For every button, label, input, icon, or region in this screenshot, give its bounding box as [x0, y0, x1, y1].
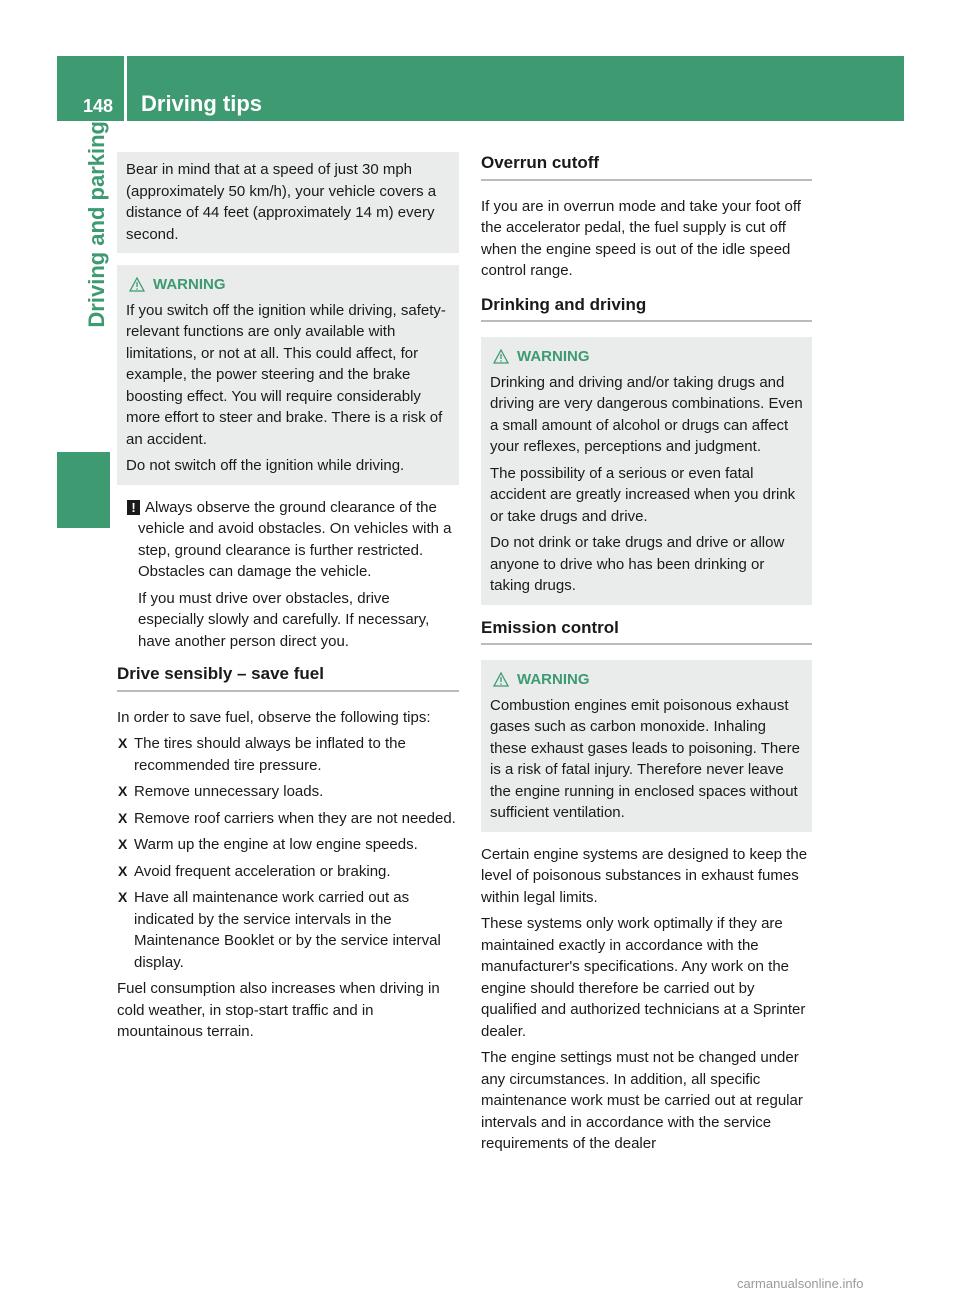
- notice-text: Always observe the ground clearance of the vehicle and avoid obstacles. On vehicles with a step, ground clearance is further restricted. Obstacles can damage the vehicle.: [138, 498, 452, 580]
- emission-text: Certain engine systems are designed to keep the level of poisonous substances in exhaust fumes within legal limits.: [481, 845, 808, 906]
- list-item-text: Avoid frequent acceleration or braking.: [134, 862, 391, 880]
- fuel-outro: Fuel consumption also increases when driving in cold weather, in stop-start traffic and in mountainous terrain.: [117, 980, 440, 1040]
- section-tab: [84, 121, 110, 501]
- warning-label: WARNING: [517, 348, 590, 365]
- left-column: [117, 152, 459, 1048]
- warning-title: [490, 346, 804, 368]
- warning-label: WARNING: [517, 671, 590, 688]
- list-item: [117, 808, 459, 830]
- ground-clearance-notice: [117, 497, 459, 653]
- list-item-text: The tires should always be inflated to the recommended tire pressure.: [134, 735, 406, 774]
- warning-text: If you switch off the ignition while driving, safety-relevant functions are only available with limitations, or not at all. This could affect, for example, the power steering and the brake boosting effect. You will require considerably more effort to steer and brake. There is a risk of an accident.: [126, 301, 446, 448]
- list-item: [117, 887, 459, 973]
- speed-info-box: [117, 152, 459, 253]
- emission-warning-box: [481, 660, 812, 832]
- right-column: [481, 152, 812, 1160]
- section-heading-drinking-driving: Drinking and driving: [481, 294, 812, 323]
- arrow-bullet-icon: X: [118, 889, 128, 905]
- drinking-warning-box: [481, 337, 812, 605]
- list-item-text: Remove roof carriers when they are not needed.: [134, 809, 456, 827]
- warning-label: WARNING: [153, 276, 226, 293]
- warning-text: The possibility of a serious or even fatal accident are greatly increased when you drink or take drugs and drive.: [490, 464, 796, 525]
- arrow-bullet-icon: X: [118, 836, 128, 852]
- warning-triangle-icon: [129, 277, 145, 292]
- list-item: [117, 834, 459, 856]
- list-item-text: Have all maintenance work carried out as indicated by the service intervals in the Maintenance Booklet or by the service interval display.: [134, 889, 441, 971]
- section-tab-block: [57, 452, 110, 528]
- list-item: [117, 861, 459, 883]
- overrun-text: If you are in overrun mode and take your foot off the accelerator pedal, the fuel supply is cut off when the engine speed is out of the idle speed control range.: [481, 197, 801, 279]
- arrow-bullet-icon: X: [118, 783, 128, 799]
- arrow-bullet-icon: X: [118, 862, 128, 879]
- fuel-tips-list: [117, 733, 459, 973]
- warning-triangle-icon: [493, 349, 509, 364]
- watermark: carmanualsonline.info: [737, 1276, 864, 1291]
- section-tab-label: Driving and parking: [84, 121, 109, 328]
- ignition-warning-box: [117, 265, 459, 485]
- warning-title: [490, 669, 804, 691]
- list-item: [117, 733, 459, 776]
- list-item: [117, 781, 459, 803]
- warning-text: Drinking and driving and/or taking drugs and driving are very dangerous combinations. Even a small amount of alcohol or drugs can affect your reflexes, perceptions and judgment.: [490, 373, 803, 455]
- section-heading-emission-control: Emission control: [481, 617, 812, 646]
- arrow-bullet-icon: X: [118, 735, 128, 751]
- warning-text: Combustion engines emit poisonous exhaust gases such as carbon monoxide. Inhaling these exhaust gases leads to poisoning. There is a risk of fatal injury. Therefore never leave the engine running in enclosed spaces without sufficient ventilation.: [490, 696, 800, 821]
- warning-triangle-icon: [493, 672, 509, 687]
- section-heading-save-fuel: Drive sensibly – save fuel: [117, 663, 459, 692]
- warning-text: Do not switch off the ignition while driving.: [126, 457, 405, 474]
- page-title: Driving tips: [141, 91, 263, 116]
- page-number: 148: [83, 96, 114, 116]
- fuel-intro: In order to save fuel, observe the following tips:: [117, 708, 431, 726]
- list-item-text: Warm up the engine at low engine speeds.: [134, 836, 418, 853]
- exclamation-box-icon: !: [127, 500, 140, 515]
- speed-info-text: Bear in mind that at a speed of just 30 mph (approximately 50 km/h), your vehicle covers a distance of 44 feet (approximately 14 m) every second.: [126, 161, 437, 243]
- emission-text: These systems only work optimally if they are maintained exactly in accordance with the manufacturer's specifications. Any work on the engine should therefore be carried out by qualified and authorized technicians at a Sprinter dealer.: [481, 915, 806, 1040]
- warning-text: Do not drink or take drugs and drive or allow anyone to drive who has been drinking or taking drugs.: [490, 534, 785, 594]
- arrow-bullet-icon: X: [118, 809, 128, 826]
- emission-text: The engine settings must not be changed under any circumstances. In addition, all specific maintenance work must be carried out at regular intervals and in accordance with the service requirements of the dealer: [481, 1049, 803, 1152]
- section-heading-overrun-cutoff: Overrun cutoff: [481, 152, 812, 181]
- notice-text: If you must drive over obstacles, drive especially slowly and carefully. If necessary, have another person direct you.: [138, 589, 430, 650]
- header-divider: [124, 56, 127, 121]
- warning-title: [126, 274, 451, 296]
- list-item-text: Remove unnecessary loads.: [134, 783, 324, 800]
